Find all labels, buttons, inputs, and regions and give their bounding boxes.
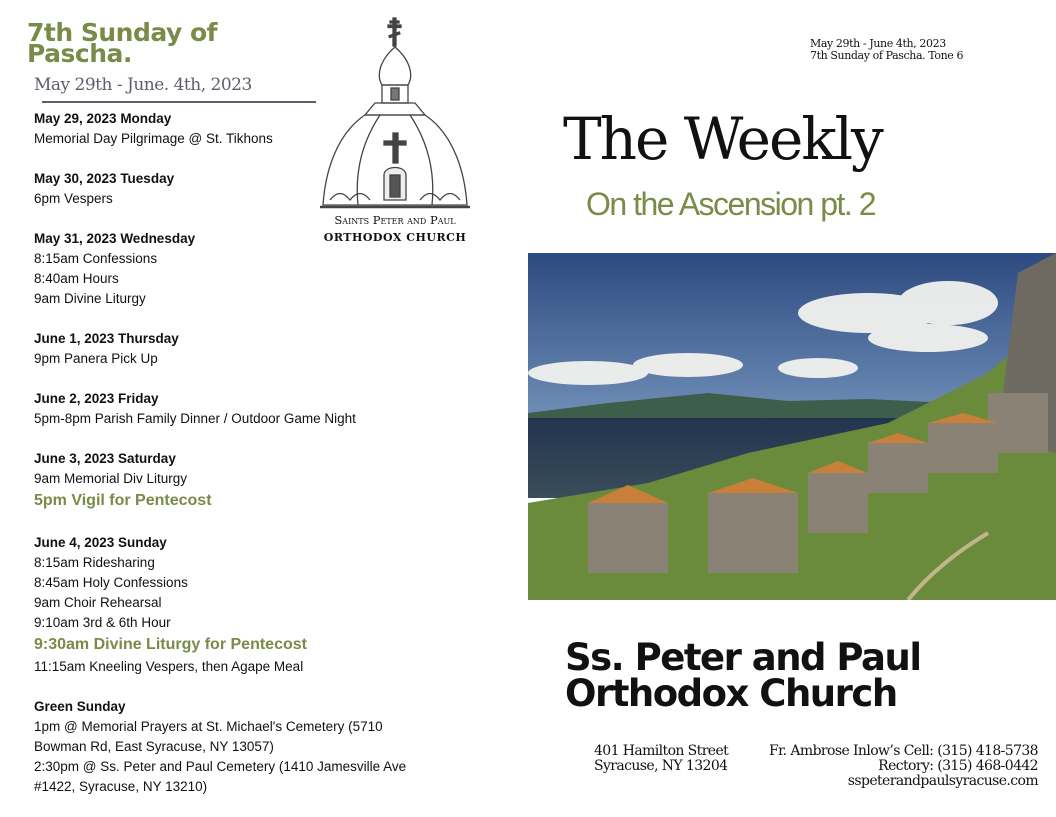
church-name-line1: Ss. Peter and Paul (565, 636, 921, 679)
schedule-item: Bowman Rd, East Syracuse, NY 13057) (34, 739, 274, 754)
orthodox-cross-icon (388, 18, 401, 46)
week-title (27, 18, 217, 68)
divider (42, 101, 316, 103)
day-heading: Green Sunday (34, 699, 126, 714)
week-dates: May 29th - June. 4th, 2023 (34, 75, 252, 95)
schedule-item: 9am Divine Liturgy (34, 291, 146, 306)
schedule-day (34, 533, 454, 677)
schedule-day (34, 697, 454, 797)
day-heading: June 3, 2023 Saturday (34, 451, 176, 466)
schedule-item: 11:15am Kneeling Vespers, then Agape Meal (34, 659, 304, 674)
schedule-item: 1pm @ Memorial Prayers at St. Michael's Cemetery (5710 (34, 719, 383, 734)
landscape-painting (528, 253, 1056, 600)
church-name-line2: Orthodox Church (565, 672, 897, 715)
schedule-item: 9pm Panera Pick Up (34, 351, 158, 366)
contact-info (769, 744, 1038, 789)
rectory-phone: Rectory: (315) 468-0442 (878, 758, 1038, 774)
schedule-day (34, 389, 454, 429)
newsletter-subtitle: On the Ascension pt. 2 (586, 186, 875, 222)
schedule-item: 9:10am 3rd & 6th Hour (34, 615, 171, 630)
schedule-item: 8:45am Holy Confessions (34, 575, 188, 590)
newsletter-title: The Weekly (563, 105, 882, 173)
schedule-item: Memorial Day Pilgrimage @ St. Tikhons (34, 131, 273, 146)
schedule-item: 2:30pm @ Ss. Peter and Paul Cemetery (1410 Jamesville Ave (34, 759, 407, 774)
schedule-item: 9am Memorial Div Liturgy (34, 471, 188, 486)
issue-tone: 7th Sunday of Pascha. Tone 6 (810, 49, 964, 62)
schedule-item: 5pm-8pm Parish Family Dinner / Outdoor Game Night (34, 411, 356, 426)
schedule-day (34, 329, 454, 369)
day-heading: June 1, 2023 Thursday (34, 331, 179, 346)
church-address (594, 744, 728, 774)
issue-dates: May 29th - June 4th, 2023 (810, 37, 946, 50)
schedule-item: 9am Choir Rehearsal (34, 595, 162, 610)
day-heading: May 29, 2023 Monday (34, 111, 172, 126)
issue-info (810, 38, 963, 62)
day-heading: May 31, 2023 Wednesday (34, 231, 196, 246)
address-city: Syracuse, NY 13204 (594, 758, 728, 774)
highlighted-service: 9:30am Divine Liturgy for Pentecost (34, 636, 307, 653)
logo-text-line2: ORTHODOX CHURCH (323, 231, 467, 244)
logo-text-line1: Saints Peter and Paul (334, 213, 456, 227)
highlighted-service: 5pm Vigil for Pentecost (34, 492, 212, 509)
church-name (565, 636, 921, 715)
week-title-line1: 7th Sunday of (27, 18, 217, 47)
schedule-item: 6pm Vespers (34, 191, 113, 206)
priest-cell-phone: Fr. Ambrose Inlow’s Cell: (315) 418-5738 (769, 743, 1038, 759)
day-heading: May 30, 2023 Tuesday (34, 171, 175, 186)
schedule-item: 8:15am Confessions (34, 251, 158, 266)
church-dome-logo (320, 15, 470, 245)
schedule-item: 8:15am Ridesharing (34, 555, 155, 570)
schedule-item: #1422, Syracuse, NY 13210) (34, 779, 208, 794)
schedule-day (34, 449, 454, 513)
day-heading: June 4, 2023 Sunday (34, 535, 167, 550)
week-title-line2: Pascha. (27, 39, 132, 68)
day-heading: June 2, 2023 Friday (34, 391, 159, 406)
website-link[interactable]: sspeterandpaulsyracuse.com (847, 773, 1038, 789)
address-street: 401 Hamilton Street (594, 743, 729, 759)
schedule-item: 8:40am Hours (34, 271, 119, 286)
